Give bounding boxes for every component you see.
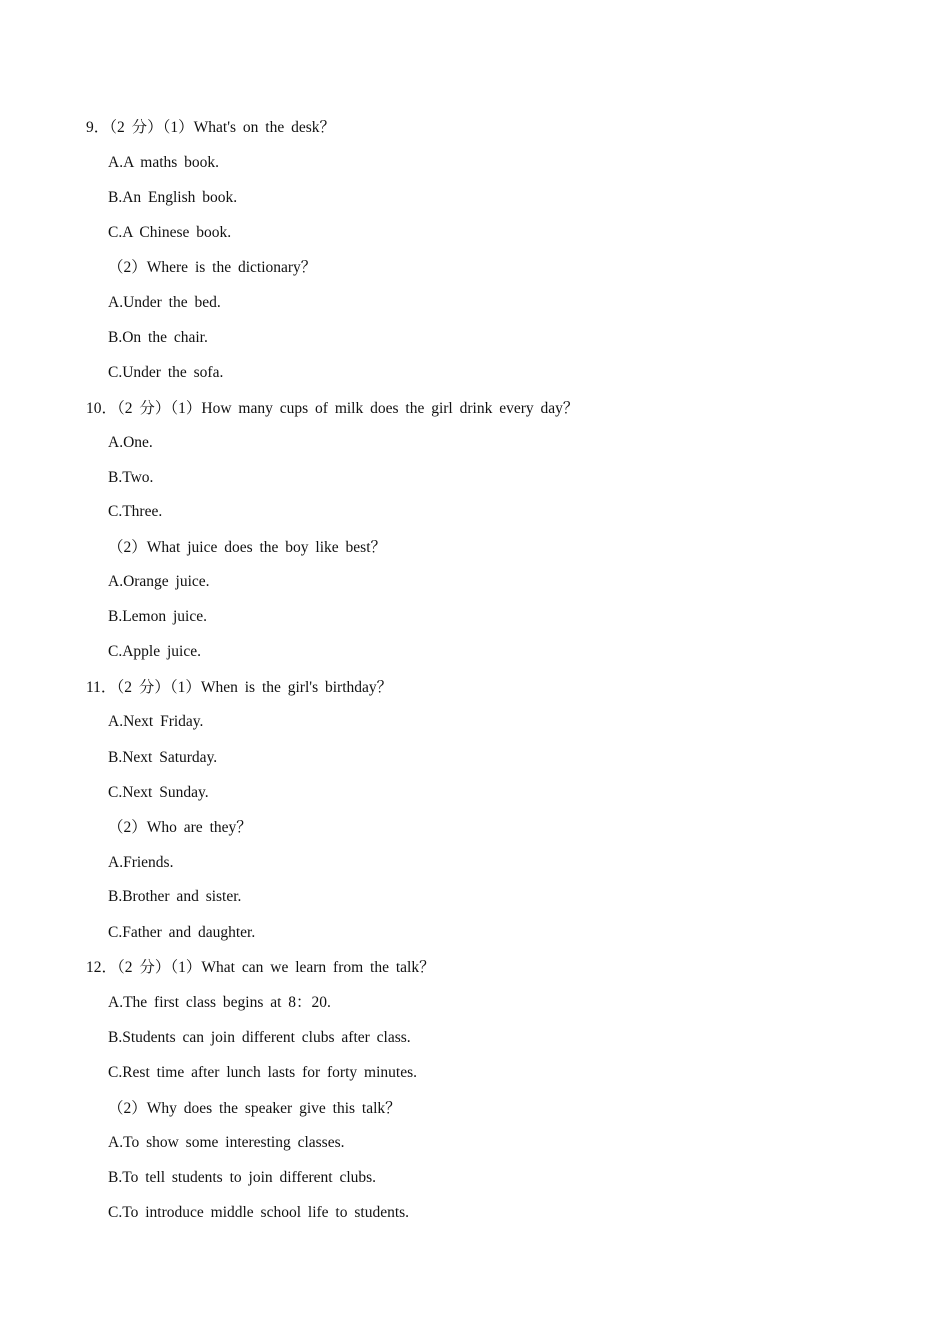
option-b: B.Next Saturday.	[108, 749, 218, 766]
sub-question-stem: What juice does the boy like best？	[146, 539, 387, 556]
option-b: B.Students can join different clubs after class.	[108, 1029, 411, 1046]
question-number: 11．	[86, 679, 117, 696]
sub-question-stem: When is the girl's birthday？	[200, 679, 393, 696]
option-a: A.Next Friday.	[108, 713, 204, 730]
sub-question-2	[108, 1099, 401, 1119]
option-a: A.Friends.	[108, 854, 174, 871]
question-score: （2 分）	[116, 679, 170, 696]
sub-question-label: （1）	[170, 959, 202, 976]
option-c: C.Next Sunday.	[108, 784, 209, 801]
sub-question-label: （2）	[108, 259, 147, 276]
option-a: A.Under the bed.	[108, 294, 221, 311]
question-9-header	[86, 118, 335, 138]
option-a: A.One.	[108, 434, 153, 451]
question-score: （2 分）	[109, 119, 163, 136]
option-c: C.Under the sofa.	[108, 364, 224, 381]
option-a: A.Orange juice.	[108, 573, 210, 590]
sub-question-label: （1）	[162, 119, 194, 136]
sub-question-stem: Who are they？	[146, 819, 252, 836]
sub-question-2	[108, 258, 316, 278]
sub-question-stem: Why does the speaker give this talk？	[146, 1100, 401, 1117]
sub-question-stem: What can we learn from the talk？	[201, 959, 435, 976]
option-b: B.An English book.	[108, 189, 238, 206]
option-c: C.Rest time after lunch lasts for forty minutes.	[108, 1064, 417, 1081]
option-b: B.Lemon juice.	[108, 608, 207, 625]
sub-question-label: （1）	[170, 400, 202, 417]
option-b: B.On the chair.	[108, 329, 208, 346]
question-number: 9．	[86, 119, 110, 136]
sub-question-label: （2）	[108, 1100, 147, 1117]
sub-question-2	[108, 818, 252, 838]
option-c: C.A Chinese book.	[108, 224, 232, 241]
sub-question-label: （1）	[169, 679, 201, 696]
sub-question-stem: Where is the dictionary？	[146, 259, 317, 276]
question-11-header	[86, 678, 392, 698]
option-a: A.A maths book.	[108, 154, 220, 171]
question-10-header	[86, 399, 578, 419]
option-c: C.Father and daughter.	[108, 924, 256, 941]
question-number: 12．	[86, 959, 118, 976]
option-b: B.To tell students to join different clubs.	[108, 1169, 377, 1186]
sub-question-label: （2）	[108, 539, 147, 556]
sub-question-stem: What's on the desk？	[193, 119, 336, 136]
question-score: （2 分）	[117, 959, 171, 976]
question-number: 10．	[86, 400, 118, 417]
question-12-header	[86, 958, 435, 978]
sub-question-label: （2）	[108, 819, 147, 836]
option-b: B.Brother and sister.	[108, 888, 242, 905]
sub-question-2	[108, 538, 386, 558]
option-a: A.The first class begins at 8：20.	[108, 994, 331, 1011]
option-c: C.To introduce middle school life to students.	[108, 1204, 410, 1221]
option-c: C.Apple juice.	[108, 643, 201, 660]
question-score: （2 分）	[117, 400, 171, 417]
option-b: B.Two.	[108, 469, 154, 486]
option-c: C.Three.	[108, 503, 163, 520]
option-a: A.To show some interesting classes.	[108, 1134, 345, 1151]
sub-question-stem: How many cups of milk does the girl drink every day？	[201, 400, 579, 417]
